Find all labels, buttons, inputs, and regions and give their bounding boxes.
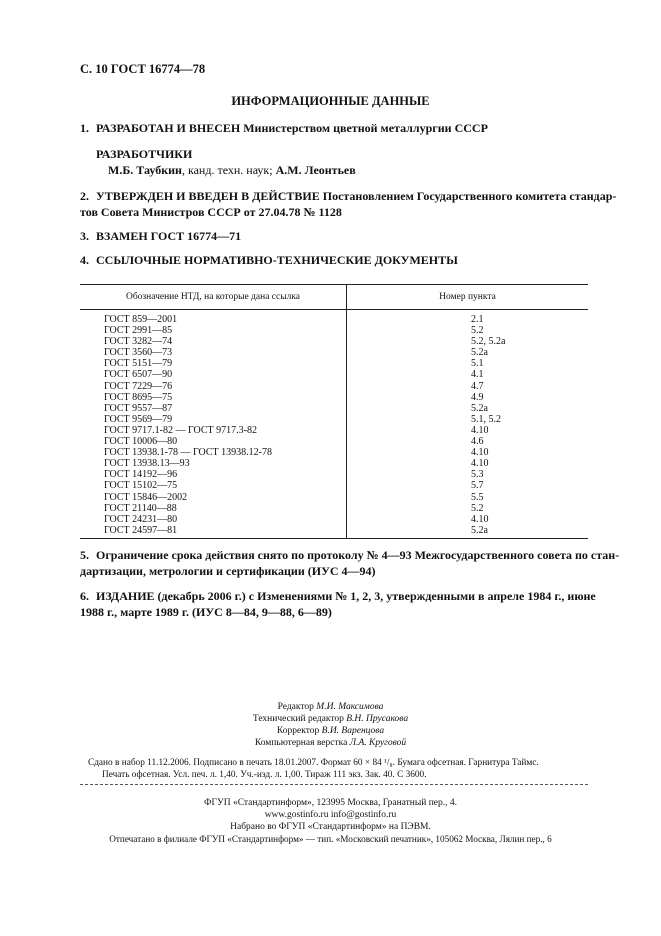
page-title: ИНФОРМАЦИОННЫЕ ДАННЫЕ — [231, 94, 430, 108]
point-number: 5.2 — [471, 325, 484, 337]
section-1-body — [96, 120, 488, 137]
table-row — [80, 447, 588, 458]
print-data-line-1: Сдано в набор 11.12.2006. Подписано в печать 18.01.2007. Формат 60 × 84 ¹/₈. Бумага офсетная. Гарнитура Таймс. — [88, 758, 539, 768]
ntd-designation: ГОСТ 15102—75 — [80, 480, 347, 491]
point-number: 4.6 — [471, 436, 484, 448]
section-2-line-1-rest: Постановлением Государственного комитета стандар- — [319, 189, 617, 203]
table-row — [80, 381, 588, 392]
ntd-designation: ГОСТ 13938.13—93 — [80, 458, 347, 469]
table-row — [80, 347, 588, 358]
ntd-designation: ГОСТ 3282—74 — [80, 336, 347, 347]
section-3-number: 3. — [80, 229, 89, 243]
table-row — [80, 425, 588, 436]
table-row — [80, 336, 588, 347]
section-1 — [80, 120, 89, 137]
table-row — [80, 392, 588, 403]
table-row — [80, 325, 588, 336]
editor-label: Редактор — [277, 702, 317, 712]
dashed-divider — [80, 784, 588, 785]
ntd-designation: ГОСТ 24231—80 — [80, 514, 347, 525]
table-row — [80, 514, 588, 525]
table-row — [80, 469, 588, 480]
ntd-designation: ГОСТ 9569—79 — [80, 414, 347, 425]
ntd-designation: ГОСТ 3560—73 — [80, 347, 347, 358]
developer-1-degree: , канд. техн. наук; — [181, 163, 276, 177]
point-number: 5.2а — [471, 347, 488, 359]
ntd-designation: ГОСТ 14192—96 — [80, 469, 347, 480]
imprint-line-2: www.gostinfo.ru info@gostinfo.ru — [264, 810, 397, 820]
corrector-name: В.И. Варенцова — [321, 726, 385, 736]
point-number: 4.10 — [471, 424, 489, 436]
point-number: 4.9 — [471, 391, 484, 403]
point-number: 5.2а — [471, 402, 488, 414]
section-5-line-2: дартизации, метрологии и сертификации (ИУС 4—94) — [80, 564, 376, 578]
developers-heading: РАЗРАБОТЧИКИ — [96, 147, 193, 161]
point-number: 4.10 — [471, 447, 489, 459]
ntd-designation: ГОСТ 13938.1-78 — ГОСТ 13938.12-78 — [80, 447, 347, 458]
point-number: 4.10 — [471, 458, 489, 470]
ntd-designation: ГОСТ 859—2001 — [80, 310, 347, 326]
editor-name: М.И. Максимова — [316, 702, 384, 712]
point-number: 5.2, 5.2а — [471, 336, 506, 348]
imprint-line-4: Отпечатано в филиале ФГУП «Стандартинформ» — тип. «Московский печатник», 105062 Москва, Лялин пер., 6 — [109, 834, 552, 844]
point-number: 5.5 — [471, 491, 484, 503]
tech-editor-label: Технический редактор — [252, 714, 347, 724]
developer-2: А.М. Леонтьев — [275, 163, 356, 177]
imprint-line-3: Набрано во ФГУП «Стандартинформ» на ПЭВМ. — [230, 822, 431, 832]
table-row — [80, 414, 588, 425]
ntd-designation: ГОСТ 10006—80 — [80, 436, 347, 447]
point-number: 5.7 — [471, 480, 484, 492]
table-row — [80, 403, 588, 414]
ntd-designation: ГОСТ 9717.1-82 — ГОСТ 9717.3-82 — [80, 425, 347, 436]
point-number: 5.1, 5.2 — [471, 413, 501, 425]
point-number: 5.1 — [471, 358, 484, 370]
point-number: 5.2 — [471, 502, 484, 514]
point-number: 4.7 — [471, 380, 484, 392]
table-row — [80, 480, 588, 491]
ntd-designation: ГОСТ 2991—85 — [80, 325, 347, 336]
point-number: 5.2а — [347, 525, 589, 539]
section-5-number: 5. — [80, 548, 89, 562]
table-row — [80, 492, 588, 503]
section-6-line-2: 1988 г., марте 1989 г. (ИУС 8—84, 9—88, 6—89) — [80, 605, 332, 619]
page-header: С. 10 ГОСТ 16774—78 — [80, 62, 206, 76]
ntd-designation: ГОСТ 15846—2002 — [80, 492, 347, 503]
table-row — [80, 503, 588, 514]
section-4-number: 4. — [80, 253, 89, 267]
ntd-designation: ГОСТ 24597—81 — [80, 525, 347, 539]
point-number: 4.1 — [471, 369, 484, 381]
section-5-line-1: Ограничение срока действия снято по протоколу № 4—93 Межгосударственного совета по стан- — [96, 548, 620, 562]
table-row — [80, 369, 588, 380]
ntd-designation: ГОСТ 6507—90 — [80, 369, 347, 380]
section-2-line-1 — [96, 188, 616, 205]
section-2-heading: УТВЕРЖДЕН И ВВЕДЕН В ДЕЙСТВИЕ — [96, 189, 320, 203]
corrector-label: Корректор — [276, 726, 322, 736]
point-number: 5.3 — [471, 469, 484, 481]
corrector-line — [0, 725, 661, 737]
table-row — [80, 525, 588, 539]
table-row — [80, 310, 588, 326]
section-2-line-2: тов Совета Министров СССР от 27.04.78 № 1128 — [80, 205, 342, 219]
table-row — [80, 358, 588, 369]
section-1-text: РАЗРАБОТАН И ВНЕСЕН Министерством цветной металлургии СССР — [96, 121, 488, 135]
ntd-designation: ГОСТ 9557—87 — [80, 403, 347, 414]
ntd-designation: ГОСТ 8695—75 — [80, 392, 347, 403]
ntd-designation: ГОСТ 21140—88 — [80, 503, 347, 514]
table-row — [80, 436, 588, 447]
ntd-designation: ГОСТ 5151—79 — [80, 358, 347, 369]
table-header-designation: Обозначение НТД, на которые дана ссылка — [80, 285, 347, 310]
layout-line — [0, 737, 661, 749]
section-1-number: 1. — [80, 121, 89, 135]
section-6-line-1: ИЗДАНИЕ (декабрь 2006 г.) с Изменениями № 1, 2, 3, утвержденными в апреле 1984 г., июне — [96, 589, 596, 603]
editor-line — [0, 701, 661, 713]
ntd-designation: ГОСТ 7229—76 — [80, 381, 347, 392]
tech-editor-line — [0, 713, 661, 725]
table-row — [80, 458, 588, 469]
section-6-number: 6. — [80, 589, 89, 603]
table-header-point: Номер пункта — [347, 285, 589, 310]
reference-table — [80, 284, 588, 539]
developer-1: М.Б. Таубкин — [108, 163, 182, 177]
section-3-text: ВЗАМЕН ГОСТ 16774—71 — [96, 229, 242, 243]
developers-list — [108, 162, 356, 179]
point-number: 2.1 — [471, 314, 484, 325]
layout-name: Л.А. Круговой — [349, 738, 407, 748]
section-2-number: 2. — [80, 189, 89, 203]
point-number: 4.10 — [471, 513, 489, 525]
layout-label: Компьютерная верстка — [254, 738, 350, 748]
imprint-line-1: ФГУП «Стандартинформ», 123995 Москва, Гранатный пер., 4. — [203, 798, 458, 808]
tech-editor-name: В.Н. Прусакова — [346, 714, 409, 724]
print-data-line-2: Печать офсетная. Усл. печ. л. 1,40. Уч.-изд. л. 1,00. Тираж 111 экз. Зак. 40. С 3600. — [102, 770, 427, 780]
section-4-text: ССЫЛОЧНЫЕ НОРМАТИВНО-ТЕХНИЧЕСКИЕ ДОКУМЕНТЫ — [96, 253, 458, 267]
